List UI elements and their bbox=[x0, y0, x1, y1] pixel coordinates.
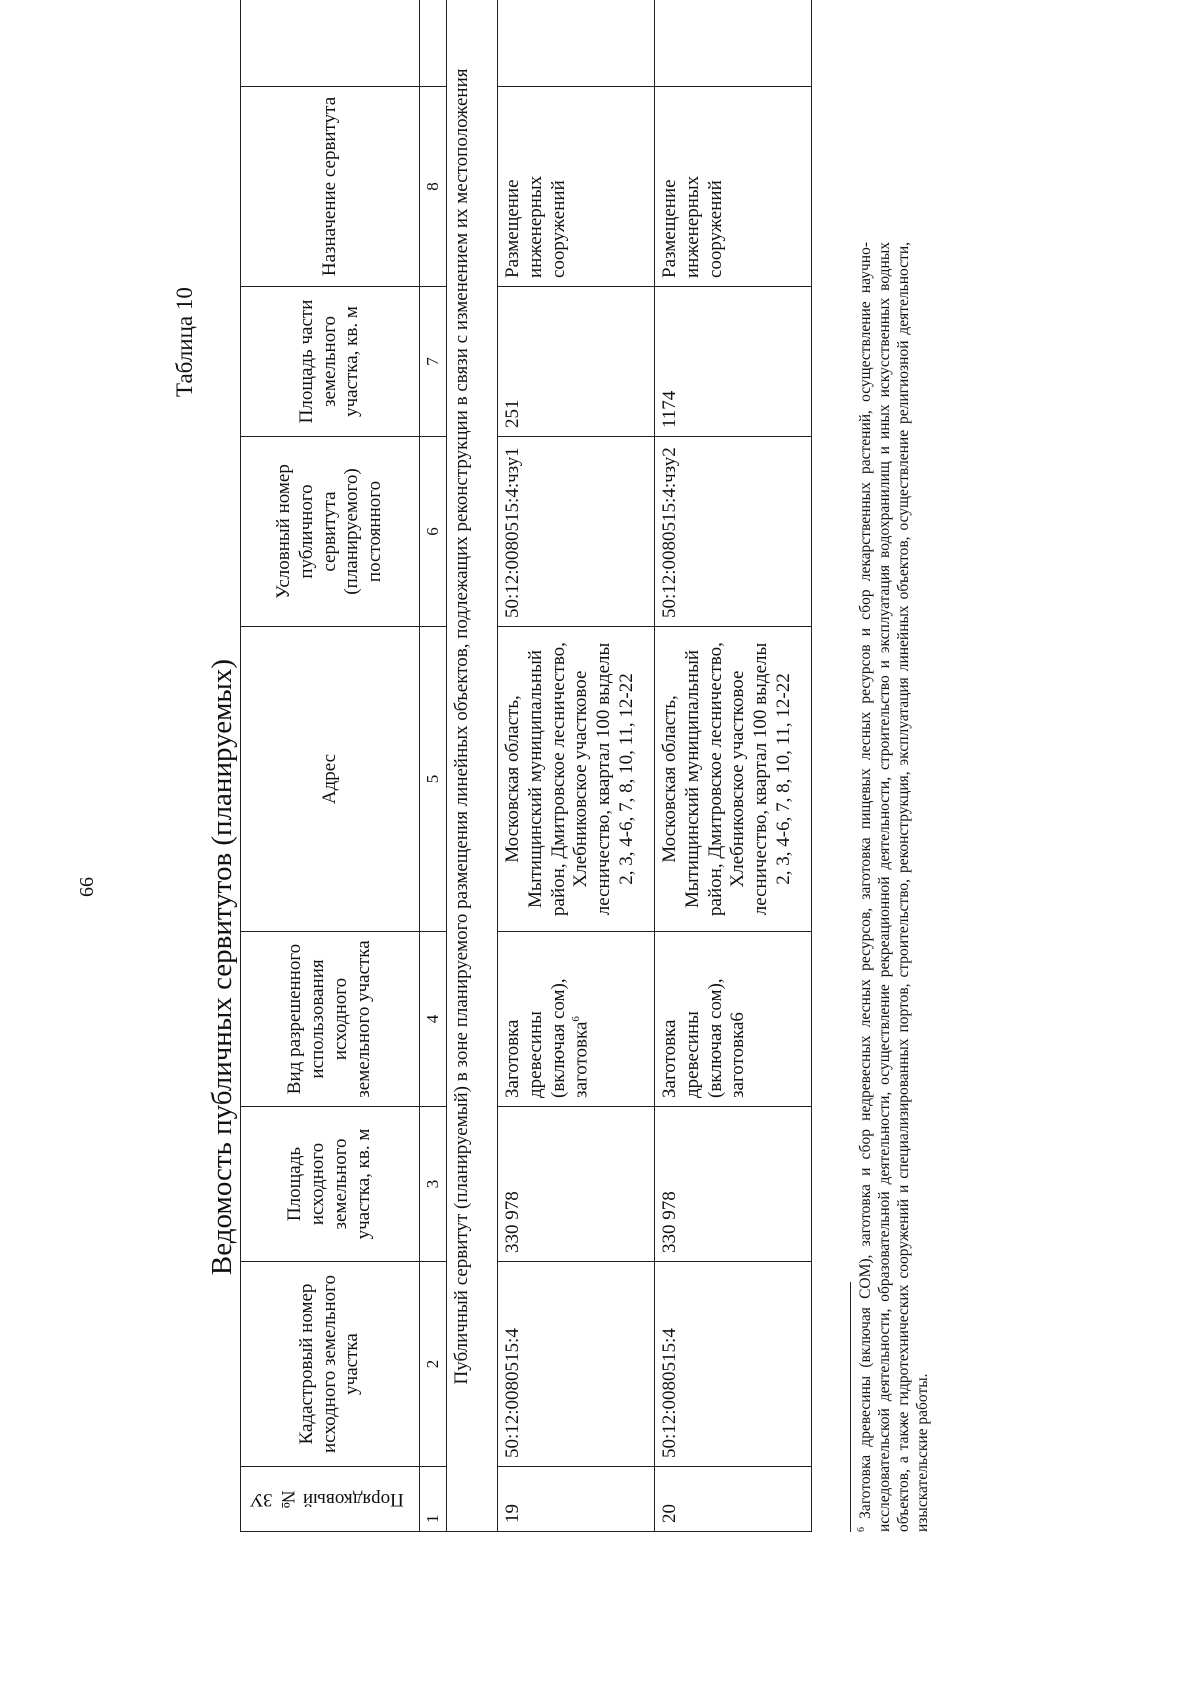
column-number: 3 bbox=[420, 1107, 447, 1262]
footnote bbox=[856, 242, 932, 1532]
column-number: 8 bbox=[420, 87, 447, 287]
blank-cell bbox=[498, 0, 655, 87]
col-header-3: Площадь исходного земельного участка, кв. м bbox=[241, 1107, 420, 1262]
section-heading: Публичный сервитут (планируемый) в зоне планируемого размещения линейных объектов, подлежащих реконструкции в связи с изменением их местоположения bbox=[447, 0, 498, 1532]
cell-area: 330 978 bbox=[655, 1107, 812, 1262]
cell-purpose: Размещение инженерных сооружений bbox=[498, 87, 655, 287]
cell-n: 19 bbox=[498, 1467, 655, 1532]
header-row bbox=[241, 0, 420, 1532]
cell-address: Московская область, Мытищинский муниципальный район, Дмитровское лесничество, Хлебниковское участковое лесничество, квартал 100 выделы 2, 3, 4-6, 7, 8, 10, 11, 12-22 bbox=[498, 627, 655, 932]
column-number: 1 bbox=[420, 1467, 447, 1532]
footnote-mark: 6 bbox=[856, 1527, 867, 1532]
col-header-6: Условный номер публичного сервитута (планируемого) постоянного bbox=[241, 437, 420, 627]
section-row bbox=[447, 0, 498, 1532]
col-header-7: Площадь части земельного участка, кв. м bbox=[241, 287, 420, 437]
blank-column bbox=[241, 0, 420, 87]
footnote-reference: 6 bbox=[570, 1016, 583, 1022]
cell-purpose: Размещение инженерных сооружений bbox=[655, 87, 812, 287]
cell-address: Московская область, Мытищинский муниципальный район, Дмитровское лесничество, Хлебниковское участковое лесничество, квартал 100 выделы 2, 3, 4-6, 7, 8, 10, 11, 12-22 bbox=[655, 627, 812, 932]
col-header-1: Порядковый № ЗУ bbox=[241, 1467, 420, 1532]
column-number: 5 bbox=[420, 627, 447, 932]
cell-use-text: Заготовка древесины (включая сом), заготовка bbox=[502, 978, 592, 1098]
cell-part-area: 251 bbox=[498, 287, 655, 437]
cell-use: Заготовка древесины (включая сом), заготовка6 bbox=[655, 932, 812, 1107]
col-header-8: Назначение сервитута bbox=[241, 87, 420, 287]
footnote-separator bbox=[850, 1282, 851, 1532]
servitude-table bbox=[240, 0, 812, 1532]
col-header-2: Кадастровый номер исходного земельного участка bbox=[241, 1262, 420, 1467]
cell-cadastral: 50:12:0080515:4 bbox=[498, 1262, 655, 1467]
cell-area: 330 978 bbox=[498, 1107, 655, 1262]
cell-servitude: 50:12:0080515:4:чзу1 bbox=[498, 437, 655, 627]
cell-n: 20 bbox=[655, 1467, 812, 1532]
column-number: 6 bbox=[420, 437, 447, 627]
table-row bbox=[498, 0, 655, 1532]
col-header-5: Адрес bbox=[241, 627, 420, 932]
column-number: 4 bbox=[420, 932, 447, 1107]
column-number-row bbox=[420, 0, 447, 1532]
table-number: Таблица 10 bbox=[172, 287, 197, 397]
cell-cadastral: 50:12:0080515:4 bbox=[655, 1262, 812, 1467]
cell-use bbox=[498, 932, 655, 1107]
column-number: 7 bbox=[420, 287, 447, 437]
document-title: Ведомость публичных сервитутов (планируемых) bbox=[206, 658, 238, 1276]
table-row bbox=[655, 0, 812, 1532]
footnote-text: Заготовка древесины (включая СОМ), заготовка и сбор недревесных лесных ресурсов, заготовка пищевых лесных ресурсов и сбор лекарственных растений, осуществление научно-исследовательской деятельности, образовательной деятельности, осуществление рекреационной деятельности, строительство и эксплуатация водохранилищ и иных искусственных водных объектов, а также гидротехнических сооружений и специализированных портов, строительство, реконструкция, эксплуатация линейных объектов, осуществление религиозной деятельности, изыскательские работы. bbox=[857, 242, 932, 1532]
cell-servitude: 50:12:0080515:4:чзу2 bbox=[655, 437, 812, 627]
column-number: 2 bbox=[420, 1262, 447, 1467]
col-header-4: Вид разрешенного использования исходного земельного участка bbox=[241, 932, 420, 1107]
blank-cell bbox=[420, 0, 447, 87]
cell-part-area: 1174 bbox=[655, 287, 812, 437]
blank-cell bbox=[655, 0, 812, 87]
page-number: 66 bbox=[76, 877, 98, 897]
